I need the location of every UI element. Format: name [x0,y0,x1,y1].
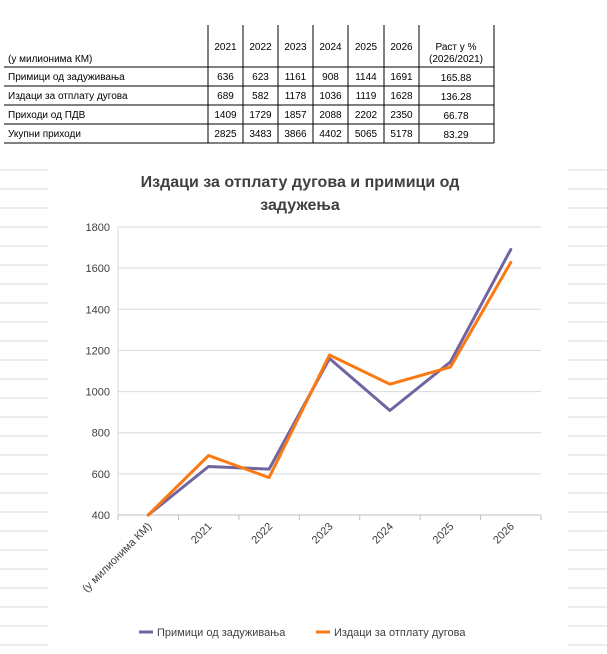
table-row-label: Приходи од ПДВ [8,110,86,121]
table-year-header: 2023 [284,42,307,53]
table-row-label: Примици од задуживања [8,72,125,83]
growth-header-line1: Раст у % [435,42,477,53]
series-line [148,249,511,515]
table-cell: 908 [322,72,339,83]
table-cell: 1144 [355,72,377,83]
table-cell: 1729 [249,110,272,121]
chart-legend [139,627,466,639]
table-growth-cell: 83.29 [443,130,469,141]
table-cell: 1119 [355,91,377,102]
legend-label: Издаци за отплату дугова [334,627,466,639]
growth-header-line2: (2026/2021) [429,54,483,65]
x-tick-label: 2022 [249,520,276,547]
table-growth-cell: 66.78 [443,111,469,122]
table-cell: 2202 [354,110,378,121]
y-tick-label: 1400 [85,304,110,317]
table-year-header: 2022 [249,42,272,53]
y-tick-label: 800 [91,427,110,440]
table-cell: 5065 [354,129,378,140]
x-axis-ticks [80,515,541,595]
x-tick-label: 2025 [430,520,457,547]
table-cell: 1409 [214,110,237,121]
legend-item [316,627,466,639]
table-year-header: 2025 [354,42,378,53]
y-tick-label: 1000 [85,386,110,399]
table-cell: 1161 [284,72,307,83]
table-cell: 1691 [390,72,413,83]
table-cell: 1857 [284,110,307,121]
table-year-header: 2024 [319,42,342,53]
table-year-header: 2021 [214,42,237,53]
chart-series [148,249,511,515]
table-cell: 1036 [319,91,342,102]
y-tick-label: 1800 [85,222,110,234]
chart-title-line1: Издаци за отплату дугова и примици од [140,174,460,191]
table-cell: 4402 [319,129,342,140]
series-line [148,262,511,515]
table-cell: 3483 [249,129,272,140]
x-tick-label: (у милионима КМ) [80,520,155,595]
legend-item [139,627,286,639]
table-cell: 2350 [390,110,413,121]
table-cell: 689 [217,91,234,102]
table-cell: 582 [252,91,269,102]
table-cell: 2088 [319,110,342,121]
table-unit-label: (у милионима КМ) [8,54,93,65]
table-cell: 5178 [390,129,413,140]
table-cell: 636 [217,72,234,83]
y-tick-label: 1200 [85,345,110,358]
y-tick-label: 600 [91,468,110,481]
x-tick-label: 2021 [188,520,215,547]
table-year-header: 2026 [390,42,413,53]
x-tick-label: 2024 [370,520,397,547]
y-axis-ticks [86,222,110,522]
table-row-label: Укупни приходи [8,129,81,140]
chart-title-line2: задужења [260,197,340,214]
table-row-label: Издаци за отплату дугова [8,91,128,102]
table-growth-cell: 136.28 [440,92,472,103]
table-cell: 1178 [284,91,307,102]
table-cell: 3866 [284,129,307,140]
table-cell: 1628 [390,91,413,102]
x-tick-label: 2026 [491,520,517,547]
y-tick-label: 1600 [85,263,110,276]
legend-label: Примици од задуживања [157,627,286,639]
x-tick-label: 2023 [309,520,336,547]
table-cell: 2825 [214,129,237,140]
y-tick-label: 400 [91,510,110,522]
chart-gridlines [118,227,541,515]
table-cell: 623 [252,72,269,83]
table-growth-cell: 165.88 [440,73,472,84]
